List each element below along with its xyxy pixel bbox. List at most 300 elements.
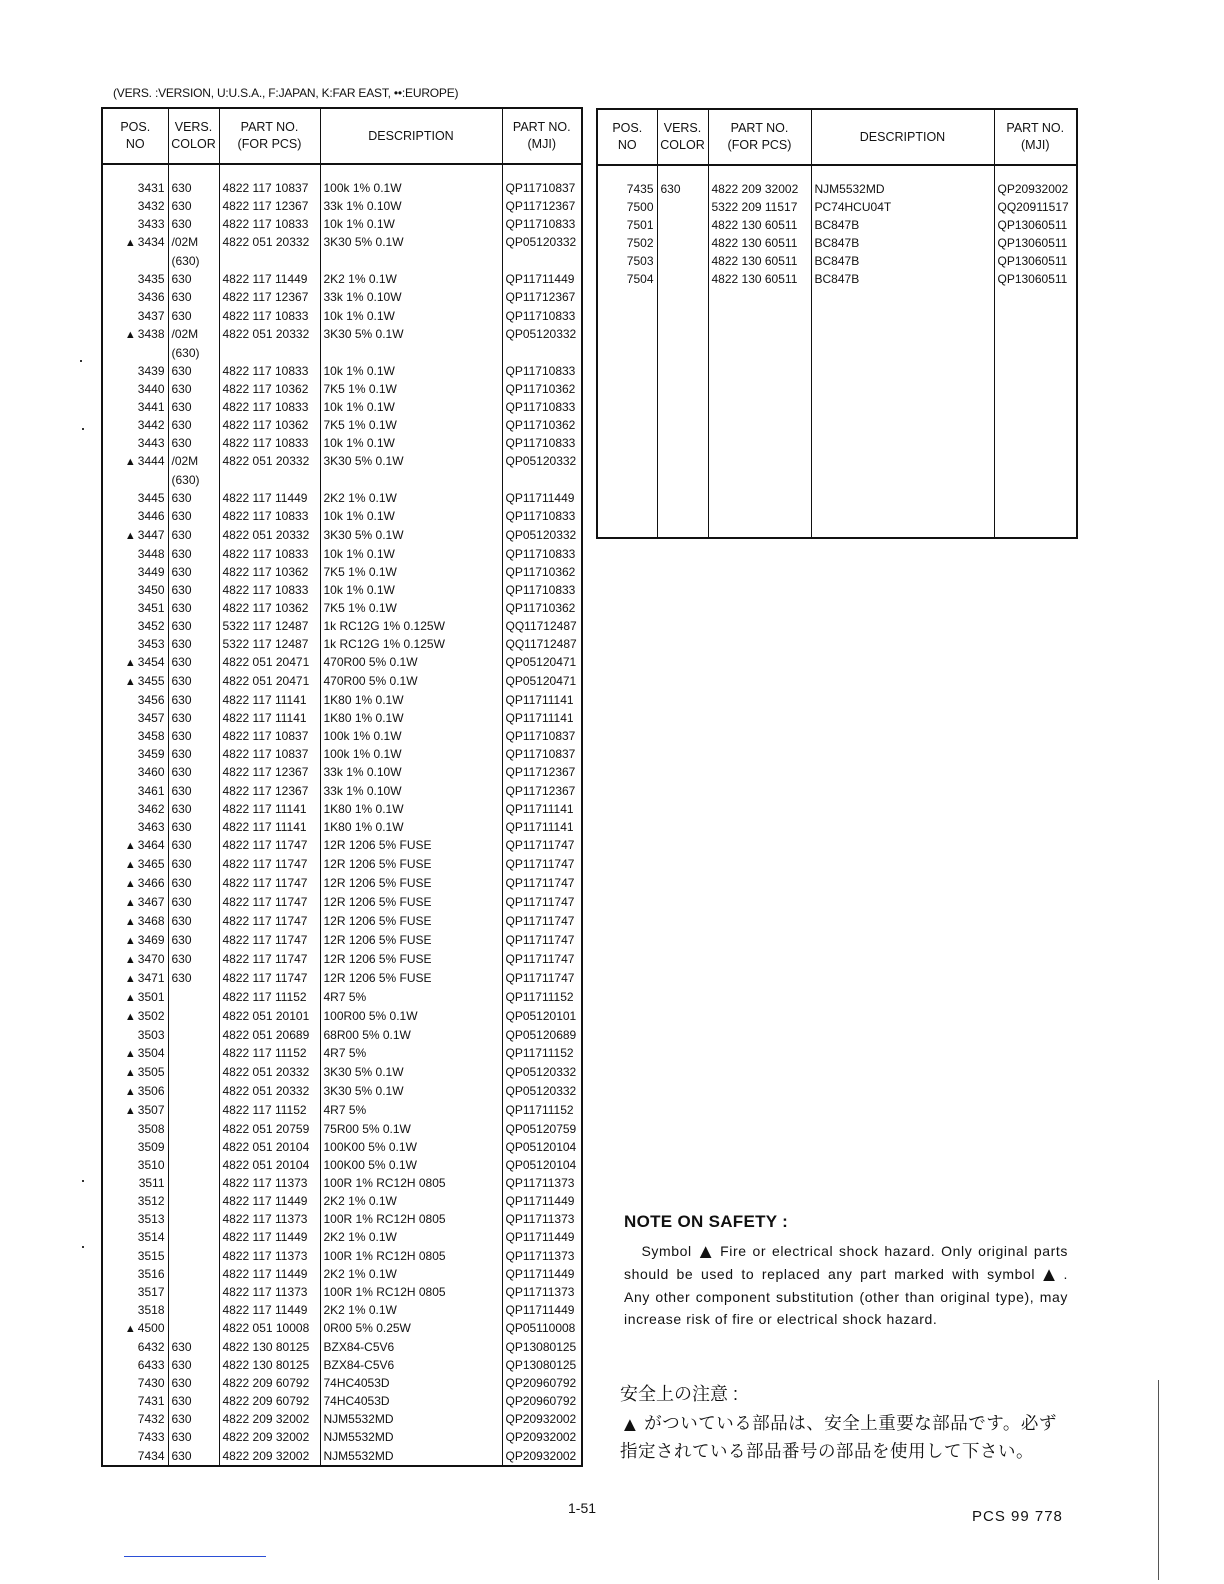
description-cell: 12R 1206 5% FUSE <box>320 855 502 874</box>
description-cell: 3K30 5% 0.1W <box>320 1063 502 1082</box>
part-mji-cell: QP05120104 <box>505 1140 577 1154</box>
vers-cell: 630 <box>168 969 219 988</box>
table-header <box>597 109 1077 165</box>
vers-cell: 630 <box>168 380 219 398</box>
part-mji-cell: QP11712367 <box>505 199 576 214</box>
description-cell: PC74HCU04T <box>811 198 994 216</box>
vers-cell: 630 <box>168 950 219 969</box>
part-mji-cell: QP11710833 <box>505 308 576 323</box>
pos-cell: 3463 <box>102 818 168 836</box>
pos-cell: 7430 <box>102 1374 168 1392</box>
part-mji-cell: QP11711152 <box>505 1045 574 1060</box>
part-pcs-cell: 4822 117 11152 <box>219 1044 320 1063</box>
spacer-cell <box>168 164 219 179</box>
pos-cell: 3508 <box>102 1120 168 1138</box>
part-pcs-cell: 4822 117 11747 <box>219 836 320 855</box>
table-row <box>102 307 582 325</box>
pos-cell: ▲ 3467 <box>102 893 168 912</box>
part-mji-cell: QP11711449 <box>505 491 575 506</box>
pos-cell: 3517 <box>102 1283 168 1301</box>
pos-cell: 3441 <box>102 398 168 416</box>
part-mji-cell: QP11711449 <box>505 1230 575 1245</box>
part-mji-cell: QP20932002 <box>505 1448 577 1463</box>
pos-cell: ▲ 3434 <box>102 233 168 252</box>
vers-cell: 630 <box>168 782 219 800</box>
part-mji-cell: QP11711747 <box>505 856 575 871</box>
part-mji-cell: QP11711141 <box>505 819 574 834</box>
spacer-row <box>102 164 582 179</box>
table-header <box>102 108 582 164</box>
description-cell: 3K30 5% 0.1W <box>320 233 502 252</box>
part-mji-cell: QP05120689 <box>505 1027 577 1042</box>
part-mji-cell: QP13060511 <box>997 236 1068 251</box>
description-cell: 12R 1206 5% FUSE <box>320 912 502 931</box>
description-cell: 3K30 5% 0.1W <box>320 325 502 344</box>
table-row <box>102 507 582 525</box>
description-cell: NJM5532MD <box>320 1428 502 1446</box>
pos-cell: 3518 <box>102 1301 168 1319</box>
header-description: DESCRIPTION <box>811 109 994 165</box>
part-pcs-cell: 4822 209 32002 <box>219 1410 320 1428</box>
table-row <box>102 581 582 599</box>
part-pcs-cell <box>219 344 320 362</box>
parts-table-right <box>596 108 1078 539</box>
table-row <box>102 362 582 380</box>
part-mji-cell: QP11710362 <box>505 418 576 433</box>
part-mji-cell: QP05120332 <box>505 527 577 542</box>
warning-triangle-icon: ▲ <box>124 1066 136 1079</box>
table-row <box>102 635 582 653</box>
description-cell: 7K5 1% 0.1W <box>320 416 502 434</box>
pos-cell: 3458 <box>102 727 168 745</box>
header-part-mji: PART NO. (MJI) <box>994 109 1077 165</box>
table-row <box>102 398 582 416</box>
pos-cell: 3436 <box>102 288 168 306</box>
part-mji-cell <box>502 471 582 489</box>
pos-cell: 3511 <box>102 1174 168 1192</box>
part-mji-cell: QP05120471 <box>505 674 577 689</box>
table-row <box>102 691 582 709</box>
pos-cell: 7504 <box>597 270 657 288</box>
vers-cell <box>657 270 708 288</box>
table-row <box>102 1156 582 1174</box>
part-mji-cell: QP05120332 <box>505 1083 577 1098</box>
description-cell: 2K2 1% 0.1W <box>320 489 502 507</box>
table-row <box>102 745 582 763</box>
description-cell: BZX84-C5V6 <box>320 1338 502 1356</box>
pos-cell: 3453 <box>102 635 168 653</box>
part-mji-cell: QP11711747 <box>505 913 575 928</box>
part-pcs-cell: 4822 117 11141 <box>219 818 320 836</box>
part-pcs-cell: 4822 117 11141 <box>219 691 320 709</box>
part-mji-cell: QP11710833 <box>505 399 576 414</box>
vers-cell: (630) <box>168 252 219 270</box>
table-row <box>102 988 582 1007</box>
pos-cell: 3512 <box>102 1192 168 1210</box>
part-pcs-cell: 4822 117 10833 <box>219 581 320 599</box>
table-row <box>102 1210 582 1228</box>
part-pcs-cell: 4822 117 11373 <box>219 1247 320 1265</box>
part-pcs-cell: 4822 117 10362 <box>219 416 320 434</box>
warning-triangle-icon: ▲ <box>124 953 136 966</box>
part-pcs-cell: 4822 209 32002 <box>708 180 811 198</box>
warning-triangle-icon: ▲ <box>124 896 136 909</box>
part-pcs-cell: 4822 051 20332 <box>219 452 320 471</box>
description-cell: 4R7 5% <box>320 1101 502 1120</box>
part-pcs-cell: 4822 117 11747 <box>219 855 320 874</box>
description-cell: 10k 1% 0.1W <box>320 581 502 599</box>
pos-cell: 3510 <box>102 1156 168 1174</box>
part-pcs-cell: 4822 117 10833 <box>219 507 320 525</box>
warning-triangle-icon: ▲ <box>124 858 136 871</box>
vers-cell <box>168 1063 219 1082</box>
vers-cell: 630 <box>168 691 219 709</box>
vers-cell: 630 <box>168 398 219 416</box>
vers-cell: 630 <box>168 307 219 325</box>
part-pcs-cell: 4822 051 20101 <box>219 1007 320 1026</box>
footer-rule <box>124 1556 266 1557</box>
part-pcs-cell: 4822 117 10362 <box>219 599 320 617</box>
vers-cell <box>168 1007 219 1026</box>
description-cell: 74HC4053D <box>320 1374 502 1392</box>
warning-triangle-icon: ▲ <box>124 657 136 670</box>
table-row <box>102 1063 582 1082</box>
table-row <box>597 270 1077 288</box>
description-cell: 10k 1% 0.1W <box>320 307 502 325</box>
scan-dot <box>82 1180 84 1182</box>
description-cell: 10k 1% 0.1W <box>320 434 502 452</box>
pos-cell: 3460 <box>102 763 168 781</box>
pos-cell: 3437 <box>102 307 168 325</box>
spacer-cell <box>320 164 502 179</box>
pos-cell: 3503 <box>102 1026 168 1044</box>
vers-cell <box>168 1283 219 1301</box>
description-cell: 7K5 1% 0.1W <box>320 380 502 398</box>
part-pcs-cell: 4822 117 11141 <box>219 800 320 818</box>
pos-cell: 7431 <box>102 1392 168 1410</box>
table-row <box>102 855 582 874</box>
pos-cell: ▲ 4500 <box>102 1319 168 1338</box>
part-pcs-cell: 4822 117 10833 <box>219 545 320 563</box>
description-cell: 1K80 1% 0.1W <box>320 800 502 818</box>
vers-cell: 630 <box>168 912 219 931</box>
pos-cell: ▲ 3502 <box>102 1007 168 1026</box>
part-mji-cell: QP11710833 <box>505 582 576 597</box>
part-pcs-cell: 4822 130 60511 <box>708 270 811 288</box>
japanese-safety-text: ▲ がついている部品は、安全上重要な部品です。必ず指定されている部品番号の部品を使用して下さい。 <box>620 1413 1057 1461</box>
part-mji-cell: QP11711747 <box>505 894 575 909</box>
pos-cell: 3451 <box>102 599 168 617</box>
table-row <box>102 1374 582 1392</box>
pos-cell <box>102 471 168 489</box>
description-cell: 2K2 1% 0.1W <box>320 1301 502 1319</box>
part-mji-cell: QP11711141 <box>505 801 574 816</box>
pos-cell: 3448 <box>102 545 168 563</box>
margin-rule <box>1158 1380 1159 1580</box>
warning-triangle-icon: ▲ <box>124 1322 136 1335</box>
part-pcs-cell: 4822 051 20471 <box>219 672 320 691</box>
part-pcs-cell: 4822 051 20332 <box>219 526 320 545</box>
part-mji-cell: QP11710837 <box>505 181 576 195</box>
description-cell: 2K2 1% 0.1W <box>320 1192 502 1210</box>
part-mji-cell: QQ20911517 <box>997 200 1069 215</box>
vers-cell <box>657 252 708 270</box>
part-pcs-cell: 4822 117 11373 <box>219 1174 320 1192</box>
header-vers: VERS. COLOR <box>657 109 708 165</box>
version-legend: (VERS. :VERSION, U:U.S.A., F:JAPAN, K:FAR EAST, ••:EUROPE) <box>113 86 459 100</box>
description-cell: 33k 1% 0.10W <box>320 197 502 215</box>
vers-cell: 630 <box>168 836 219 855</box>
part-pcs-cell: 5322 117 12487 <box>219 635 320 653</box>
part-mji-cell: QP05110008 <box>505 1320 576 1335</box>
pos-cell: ▲ 3438 <box>102 325 168 344</box>
table-row <box>102 471 582 489</box>
part-pcs-cell: 4822 117 11747 <box>219 950 320 969</box>
part-pcs-cell: 4822 051 20689 <box>219 1026 320 1044</box>
vers-cell: 630 <box>168 362 219 380</box>
table-row <box>102 1338 582 1356</box>
part-pcs-cell: 4822 051 20332 <box>219 1063 320 1082</box>
table-row <box>102 1007 582 1026</box>
part-pcs-cell <box>219 471 320 489</box>
part-pcs-cell: 4822 117 11449 <box>219 1192 320 1210</box>
description-cell: 3K30 5% 0.1W <box>320 1082 502 1101</box>
part-mji-cell: QP11711152 <box>505 1102 574 1117</box>
blank-cell <box>994 289 1077 538</box>
pos-cell: 7433 <box>102 1428 168 1446</box>
safety-text: Symbol ▲ Fire or electrical shock hazard. Only original parts should be used to replaced any part marked with symbol ▲ . Any other component substitution (other than original type), may increase risk of fire or electrical shock hazard. <box>624 1241 1068 1327</box>
vers-cell <box>168 1301 219 1319</box>
vers-cell: 630 <box>168 727 219 745</box>
part-mji-cell: QP11712367 <box>505 783 576 798</box>
vers-cell <box>168 1228 219 1246</box>
vers-cell: 630 <box>168 653 219 672</box>
pos-cell: 7500 <box>597 198 657 216</box>
part-pcs-cell: 4822 117 11449 <box>219 270 320 288</box>
pos-cell: ▲ 3506 <box>102 1082 168 1101</box>
part-mji-cell: QQ11712487 <box>505 618 577 633</box>
description-cell: 3K30 5% 0.1W <box>320 452 502 471</box>
warning-triangle-icon: ▲ <box>124 877 136 890</box>
part-pcs-cell: 4822 117 10833 <box>219 307 320 325</box>
part-mji-cell: QP11711152 <box>505 989 574 1004</box>
part-pcs-cell: 4822 051 20332 <box>219 233 320 252</box>
pos-cell: 6433 <box>102 1356 168 1374</box>
vers-cell <box>168 988 219 1007</box>
scan-dot <box>82 428 84 430</box>
vers-cell: 630 <box>168 1374 219 1392</box>
pos-cell: 3462 <box>102 800 168 818</box>
description-cell: 10k 1% 0.1W <box>320 215 502 233</box>
table-row <box>102 1120 582 1138</box>
part-mji-cell: QP11712367 <box>505 290 576 305</box>
description-cell: 10k 1% 0.1W <box>320 398 502 416</box>
table-row <box>102 416 582 434</box>
pos-cell: ▲ 3455 <box>102 672 168 691</box>
description-cell: 100K00 5% 0.1W <box>320 1156 502 1174</box>
part-pcs-cell: 4822 117 11747 <box>219 969 320 988</box>
pos-cell: 7503 <box>597 252 657 270</box>
vers-cell <box>657 234 708 252</box>
pos-cell: ▲ 3444 <box>102 452 168 471</box>
vers-cell <box>168 1044 219 1063</box>
vers-cell: 630 <box>168 489 219 507</box>
warning-triangle-icon: ▲ <box>124 972 136 985</box>
description-cell: 2K2 1% 0.1W <box>320 270 502 288</box>
part-pcs-cell: 5322 209 11517 <box>708 198 811 216</box>
part-pcs-cell: 4822 117 11747 <box>219 874 320 893</box>
vers-cell <box>657 198 708 216</box>
vers-cell: 630 <box>168 1356 219 1374</box>
vers-cell: 630 <box>168 672 219 691</box>
description-cell: BC847B <box>811 270 994 288</box>
part-pcs-cell: 4822 117 11373 <box>219 1210 320 1228</box>
table-row <box>102 1138 582 1156</box>
description-cell: 1k RC12G 1% 0.125W <box>320 617 502 635</box>
part-mji-cell <box>502 344 582 362</box>
header-part-pcs: PART NO. (FOR PCS) <box>219 108 320 164</box>
table-row <box>102 1428 582 1446</box>
vers-cell: 630 <box>168 709 219 727</box>
table-row <box>102 893 582 912</box>
parts-table-left <box>101 107 583 1467</box>
part-mji-cell: QP11711747 <box>505 932 575 947</box>
table-row <box>102 1410 582 1428</box>
part-pcs-cell: 4822 117 10837 <box>219 727 320 745</box>
safety-note <box>624 1212 1068 1330</box>
vers-cell: 630 <box>657 180 708 198</box>
pos-cell: 7432 <box>102 1410 168 1428</box>
part-mji-cell: QP11710837 <box>505 747 576 762</box>
vers-cell: 630 <box>168 526 219 545</box>
part-pcs-cell: 4822 117 12367 <box>219 782 320 800</box>
part-pcs-cell: 4822 117 11373 <box>219 1283 320 1301</box>
vers-cell: 630 <box>168 1392 219 1410</box>
description-cell: BC847B <box>811 252 994 270</box>
header-pos: POS. NO <box>102 108 168 164</box>
part-mji-cell: QP11711373 <box>505 1248 575 1263</box>
part-mji-cell: QP11710833 <box>505 436 576 451</box>
vers-cell: 630 <box>168 874 219 893</box>
pos-cell: ▲ 3504 <box>102 1044 168 1063</box>
part-mji-cell: QP05120104 <box>505 1158 577 1173</box>
part-pcs-cell: 4822 117 11449 <box>219 489 320 507</box>
table-row <box>102 325 582 344</box>
part-mji-cell: QP11711449 <box>505 272 575 287</box>
description-cell: BC847B <box>811 234 994 252</box>
part-mji-cell: QP11710833 <box>505 546 576 561</box>
pos-cell: ▲ 3501 <box>102 988 168 1007</box>
spacer-cell <box>657 165 708 180</box>
vers-cell <box>168 1247 219 1265</box>
description-cell: 1K80 1% 0.1W <box>320 709 502 727</box>
vers-cell: 630 <box>168 617 219 635</box>
part-pcs-cell: 4822 117 10837 <box>219 745 320 763</box>
vers-cell: 630 <box>168 507 219 525</box>
pos-cell: 3443 <box>102 434 168 452</box>
pos-cell: ▲ 3468 <box>102 912 168 931</box>
table-row <box>102 1447 582 1466</box>
spacer-cell <box>994 165 1077 180</box>
blank-cell <box>708 289 811 538</box>
vers-cell: 630 <box>168 855 219 874</box>
part-pcs-cell: 5322 117 12487 <box>219 617 320 635</box>
pos-cell: 3456 <box>102 691 168 709</box>
vers-cell <box>168 1101 219 1120</box>
vers-cell: 630 <box>168 563 219 581</box>
spacer-cell <box>597 165 657 180</box>
description-cell: 4R7 5% <box>320 988 502 1007</box>
warning-triangle-icon: ▲ <box>124 1104 136 1117</box>
part-mji-cell: QP11710833 <box>505 363 576 378</box>
table-row <box>102 1301 582 1319</box>
part-pcs-cell: 4822 051 20759 <box>219 1120 320 1138</box>
table-row <box>597 198 1077 216</box>
table-row <box>102 1082 582 1101</box>
part-mji-cell: QP05120332 <box>505 326 577 341</box>
vers-cell: 630 <box>168 931 219 950</box>
part-mji-cell: QP11711373 <box>505 1284 575 1299</box>
description-cell: 12R 1206 5% FUSE <box>320 874 502 893</box>
pos-cell: 3459 <box>102 745 168 763</box>
table-row <box>102 709 582 727</box>
part-mji-cell: QP20960792 <box>505 1394 577 1409</box>
part-mji-cell: QP11710837 <box>505 729 576 744</box>
pos-cell: 3440 <box>102 380 168 398</box>
table-row <box>102 653 582 672</box>
part-pcs-cell: 4822 117 10833 <box>219 362 320 380</box>
vers-cell <box>168 1319 219 1338</box>
description-cell: 100k 1% 0.1W <box>320 179 502 197</box>
part-mji-cell: QP05120332 <box>505 454 577 469</box>
warning-triangle-icon: ▲ <box>124 676 136 689</box>
part-mji-cell: QP13080125 <box>505 1358 577 1373</box>
description-cell: 3K30 5% 0.1W <box>320 526 502 545</box>
pos-cell: 3515 <box>102 1247 168 1265</box>
table-row <box>102 1192 582 1210</box>
part-mji-cell: QP05120332 <box>505 235 577 250</box>
pos-cell: ▲ 3464 <box>102 836 168 855</box>
part-mji-cell: QP11711747 <box>505 970 575 985</box>
pos-cell: 3432 <box>102 197 168 215</box>
blank-fill-row <box>597 289 1077 538</box>
warning-triangle-icon: ▲ <box>1039 1264 1060 1286</box>
part-pcs-cell: 4822 117 10837 <box>219 179 320 197</box>
warning-triangle-icon: ▲ <box>124 915 136 928</box>
vers-cell: 630 <box>168 581 219 599</box>
pos-cell: 7435 <box>597 180 657 198</box>
part-pcs-cell: 4822 130 80125 <box>219 1356 320 1374</box>
part-pcs-cell: 4822 117 12367 <box>219 288 320 306</box>
blank-cell <box>657 289 708 538</box>
part-pcs-cell: 4822 117 11152 <box>219 988 320 1007</box>
table-row <box>102 1319 582 1338</box>
part-mji-cell: QP11712367 <box>505 765 576 780</box>
pos-cell: 3461 <box>102 782 168 800</box>
pos-cell: 3439 <box>102 362 168 380</box>
description-cell: 10k 1% 0.1W <box>320 362 502 380</box>
part-mji-cell: QQ11712487 <box>505 636 577 651</box>
pos-cell: 3514 <box>102 1228 168 1246</box>
part-mji-cell: QP13060511 <box>997 254 1068 269</box>
warning-triangle-icon: ▲ <box>124 839 136 852</box>
description-cell: 0R00 5% 0.25W <box>320 1319 502 1338</box>
description-cell: 1K80 1% 0.1W <box>320 691 502 709</box>
description-cell <box>320 471 502 489</box>
table-row <box>102 344 582 362</box>
vers-cell <box>168 1156 219 1174</box>
pos-cell: 3452 <box>102 617 168 635</box>
